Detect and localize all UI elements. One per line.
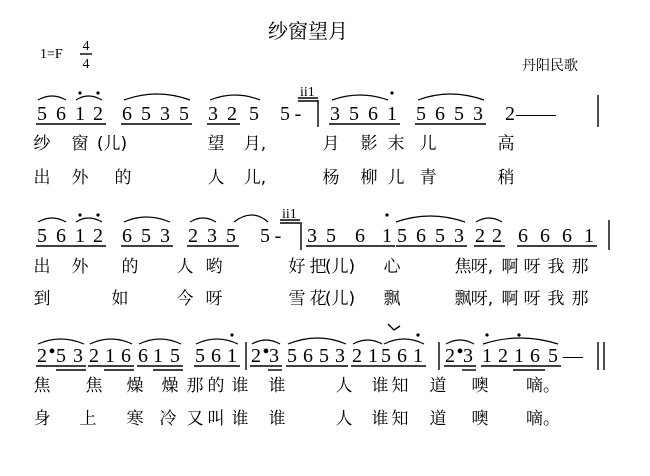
note-2-11: 5 — [260, 225, 270, 247]
note-1-10: 2 — [227, 103, 237, 125]
note-3-14: 2 — [251, 345, 261, 367]
note-3-15: • — [262, 341, 270, 363]
note-2-10: 5 — [226, 225, 236, 247]
note-3-11: 5 — [195, 345, 205, 367]
lyric-3-1-13: 噢 — [471, 376, 489, 396]
lyric-3-1-11: 知 — [391, 376, 409, 396]
note-1-18: 5 — [416, 103, 426, 125]
lyric-3-2-6: 叫 — [207, 409, 225, 429]
lyric-2-2-14: 那 — [571, 289, 589, 309]
lyric-1-2-8: 儿 — [387, 168, 405, 188]
note-3-17: 5 — [287, 345, 297, 367]
note-3-10: 5 — [170, 345, 180, 367]
lyric-1-2-2: 外 — [71, 168, 89, 188]
lyric-3-1-14: 嘀。 — [526, 376, 560, 396]
lyric-3-2-14: 嘀。 — [526, 409, 560, 429]
note-3-5: 2 — [89, 345, 99, 367]
lyric-1-1-5: 月, — [243, 134, 267, 154]
note-1-1: 5 — [37, 103, 47, 125]
lyric-1-1-9: 儿 — [419, 134, 437, 154]
note-1-8: 5 — [179, 103, 189, 125]
lyric-2-2-8: 飘 — [383, 289, 401, 309]
lyric-1-2-4: 人 — [207, 168, 225, 188]
note-1-20: 5 — [454, 103, 464, 125]
note-3-6: 1 — [105, 345, 115, 367]
note-3-26: 2 — [445, 345, 455, 367]
note-2-13: 3 — [307, 225, 317, 247]
lyric-2-2-1: 到 — [33, 289, 51, 309]
note-3-22: 1 — [368, 345, 378, 367]
note-1-4: 2 — [93, 103, 103, 125]
lyric-2-1-8: (儿) — [324, 257, 356, 277]
lyric-2-1-4: 人 — [176, 257, 194, 277]
note-2-8: 2 — [188, 225, 198, 247]
lyric-2-1-5: 哟 — [205, 257, 223, 277]
score-system-1 — [34, 103, 558, 188]
note-3-12: 6 — [211, 345, 221, 367]
lyric-2-1-6: 好 — [288, 257, 306, 277]
note-2-23: 6 — [518, 225, 528, 247]
lyric-2-1-14: 我 — [547, 257, 565, 277]
lyric-3-1-12: 道 — [429, 376, 447, 396]
lyric-3-2-8: 谁 — [268, 409, 286, 429]
note-3-13: 1 — [227, 345, 237, 367]
note-3-30: 2 — [498, 345, 508, 367]
note-3-19: 5 — [319, 345, 329, 367]
note-2-16: 1 — [382, 225, 392, 247]
lyric-2-1-9: 心 — [383, 257, 401, 277]
note-3-2: • — [48, 341, 56, 363]
lyric-3-1-1: 焦 — [33, 376, 51, 396]
lyric-2-1-13: 呀 — [523, 257, 541, 277]
lyric-2-1-10: 焦 — [454, 257, 472, 277]
note-1-19: 6 — [435, 103, 445, 125]
note-2-18: 6 — [416, 225, 426, 247]
lyric-1-1-8: 末 — [387, 134, 405, 154]
note-1-7: 3 — [160, 103, 170, 125]
note-2-21: 2 — [475, 225, 485, 247]
note-3-29: 1 — [482, 345, 492, 367]
lyric-2-2-10: 呀, — [470, 289, 494, 309]
lyric-1-1-3: (儿) — [96, 134, 128, 154]
note-3-8: 6 — [138, 345, 148, 367]
note-1-2: 6 — [56, 103, 66, 125]
note-2-17: 5 — [397, 225, 407, 247]
note-3-28: 3 — [463, 345, 473, 367]
note-2-6: 5 — [141, 225, 151, 247]
note-3-18: 6 — [303, 345, 313, 367]
note-2-7: 3 — [160, 225, 170, 247]
note-3-32: 6 — [530, 345, 540, 367]
note-3-16: 3 — [269, 345, 279, 367]
lyric-1-1-2: 窗 — [71, 134, 89, 154]
note-2-4: 2 — [93, 225, 103, 247]
lyric-1-2-1: 出 — [33, 168, 51, 188]
note-3-3: 5 — [56, 345, 66, 367]
note-2-20: 3 — [454, 225, 464, 247]
time-signature-top: 4 — [82, 39, 90, 54]
lyric-1-2-10: 稍 — [497, 168, 515, 188]
note-3-21: 2 — [352, 345, 362, 367]
lyric-2-1-12: 啊 — [501, 257, 519, 277]
lyric-2-1-15: 那 — [571, 257, 589, 277]
time-signature-bottom: 4 — [82, 57, 90, 72]
lyric-2-2-12: 呀 — [523, 289, 541, 309]
lyric-1-1-7: 影 — [360, 134, 378, 154]
lyric-2-1-1: 出 — [33, 257, 51, 277]
lyric-2-1-3: 的 — [121, 257, 139, 277]
lyric-1-2-9: 青 — [419, 168, 437, 188]
note-3-9: 1 — [153, 345, 163, 367]
note-2-5: 6 — [122, 225, 132, 247]
lyric-1-1-10: 高 — [497, 134, 515, 154]
note-3-20: 3 — [335, 345, 345, 367]
lyric-3-1-6: 的 — [207, 376, 225, 396]
note-2-12: - — [274, 225, 282, 247]
lyric-3-1-8: 谁 — [268, 376, 286, 396]
note-2-2: 6 — [56, 225, 66, 247]
note-1-22: 2 — [505, 103, 515, 125]
lyric-1-1-6: 月 — [322, 134, 340, 154]
note-1-12: 5 — [280, 103, 290, 125]
note-1-3: 1 — [75, 103, 85, 125]
score-system-2 — [34, 225, 595, 309]
lyric-3-2-7: 谁 — [231, 409, 249, 429]
note-2-22: 2 — [492, 225, 502, 247]
lyric-3-1-4: 燥 — [161, 376, 179, 396]
note-3-23: 5 — [381, 345, 391, 367]
lyric-2-1-2: 外 — [71, 257, 89, 277]
note-2-1: 5 — [37, 225, 47, 247]
note-2-25: 6 — [562, 225, 572, 247]
note-1-21: 3 — [473, 103, 483, 125]
note-2-26: 1 — [584, 225, 594, 247]
note-1-11: 5 — [249, 103, 259, 125]
note-2-15: 6 — [355, 225, 365, 247]
note-3-25: 1 — [413, 345, 423, 367]
lyric-2-1-11: 呀, — [470, 257, 494, 277]
lyric-2-2-6: 花 — [309, 289, 327, 309]
lyric-2-2-11: 啊 — [501, 289, 519, 309]
note-1-9: 3 — [208, 103, 218, 125]
note-3-4: 3 — [73, 345, 83, 367]
note-2-19: 5 — [435, 225, 445, 247]
note-3-34: — — [563, 345, 583, 367]
lyric-2-2-5: 雪 — [288, 289, 306, 309]
svg-text:ii1: ii1 — [282, 207, 297, 222]
note-1-6: 5 — [141, 103, 151, 125]
key-signature: 1=F — [40, 47, 63, 62]
song-attribution: 丹阳民歌 — [522, 58, 578, 74]
lyric-1-1-4: 望 — [207, 134, 225, 154]
lyric-3-2-11: 知 — [391, 409, 409, 429]
lyric-2-2-3: 今 — [176, 289, 194, 309]
note-2-3: 1 — [75, 225, 85, 247]
svg-text:ii1: ii1 — [300, 85, 315, 100]
note-1-17: 1 — [387, 103, 397, 125]
lyric-3-1-2: 焦 — [85, 376, 103, 396]
note-3-27: • — [456, 341, 464, 363]
note-3-7: 6 — [121, 345, 131, 367]
note-1-5: 6 — [122, 103, 132, 125]
note-1-16: 6 — [368, 103, 378, 125]
lyric-3-2-5: 又 — [186, 409, 204, 429]
lyric-2-2-9: 飘 — [454, 289, 472, 309]
note-2-9: 3 — [207, 225, 217, 247]
note-2-14: 5 — [326, 225, 336, 247]
lyric-3-2-4: 冷 — [159, 409, 177, 429]
note-3-1: 2 — [37, 345, 47, 367]
song-title: 纱窗望月 — [268, 19, 348, 43]
lyric-2-1-7: 把 — [309, 257, 327, 277]
lyric-1-1-1: 纱 — [33, 134, 51, 154]
lyric-3-2-13: 噢 — [471, 409, 489, 429]
lyric-3-1-9: 人 — [335, 376, 353, 396]
note-1-15: 5 — [349, 103, 359, 125]
note-3-33: 5 — [548, 345, 558, 367]
note-1-23: —— — [516, 103, 556, 125]
lyric-3-2-9: 人 — [335, 409, 353, 429]
lyric-2-2-2: 如 — [111, 289, 129, 309]
lyric-3-1-10: 谁 — [371, 376, 389, 396]
score-system-3 — [34, 341, 585, 429]
note-1-13: - — [294, 103, 302, 125]
lyric-3-1-5: 那 — [186, 376, 204, 396]
note-2-24: 6 — [540, 225, 550, 247]
lyric-1-2-3: 的 — [114, 168, 132, 188]
lyric-3-2-3: 寒 — [126, 409, 144, 429]
note-1-14: 3 — [330, 103, 340, 125]
lyric-3-2-2: 上 — [79, 409, 97, 429]
lyric-1-2-6: 杨 — [322, 168, 340, 188]
lyric-2-2-7: (儿) — [324, 289, 356, 309]
lyric-1-2-5: 儿, — [243, 168, 267, 188]
lyric-3-2-1: 身 — [33, 409, 51, 429]
lyric-1-2-7: 柳 — [360, 168, 378, 188]
lyric-3-2-10: 谁 — [371, 409, 389, 429]
note-3-31: 1 — [514, 345, 524, 367]
lyric-3-2-12: 道 — [429, 409, 447, 429]
note-3-24: 6 — [397, 345, 407, 367]
lyric-3-1-7: 谁 — [231, 376, 249, 396]
lyric-2-2-4: 呀 — [205, 289, 223, 309]
lyric-2-2-13: 我 — [547, 289, 565, 309]
lyric-3-1-3: 燥 — [126, 376, 144, 396]
